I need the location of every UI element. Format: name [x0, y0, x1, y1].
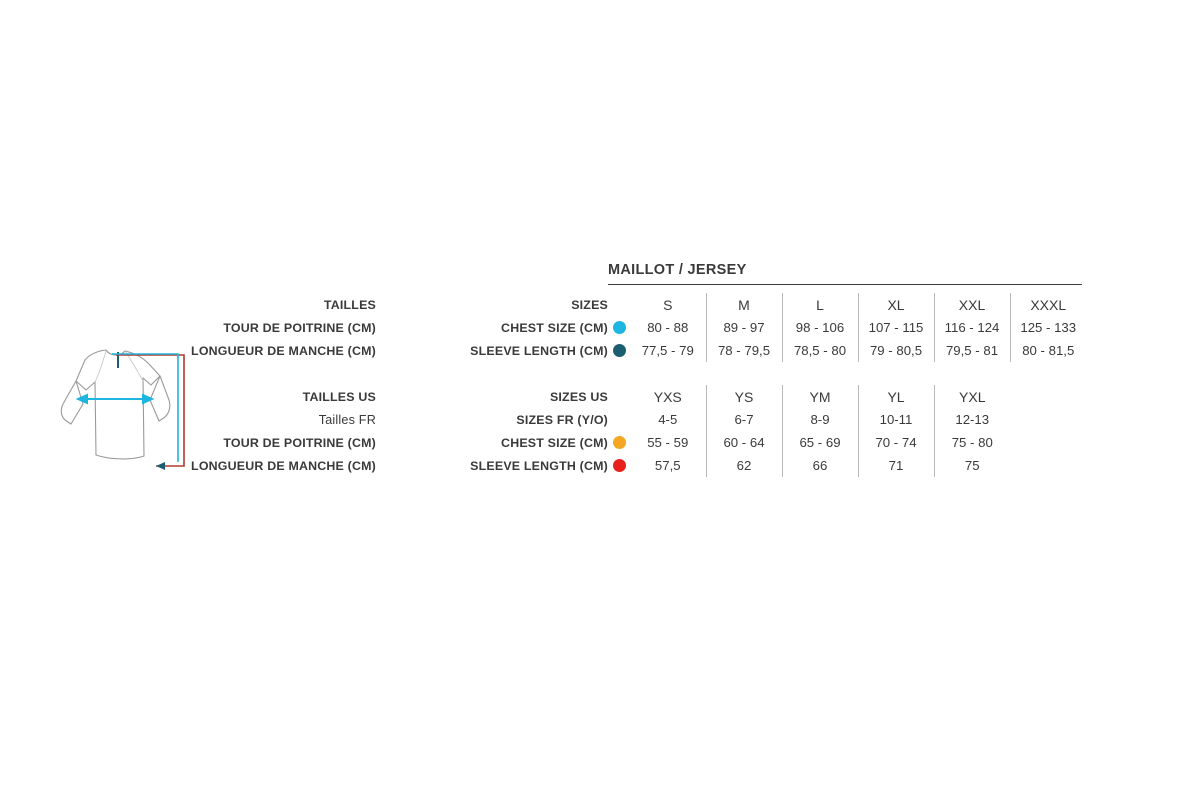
cell-value: 75: [934, 454, 1010, 477]
cell-value: 79 - 80,5: [858, 339, 934, 362]
row-label-fr: LONGUEUR DE MANCHE (CM): [191, 458, 376, 473]
cell-value: L: [782, 293, 858, 316]
row-label-en: SIZES FR (Y/O): [516, 412, 608, 427]
cell-value: 98 - 106: [782, 316, 858, 339]
row-label-en: CHEST SIZE (CM): [501, 435, 608, 450]
cell-value: YXL: [934, 385, 1010, 408]
cell-value: 4-5: [658, 412, 678, 427]
cell-value: 89 - 97: [706, 316, 782, 339]
cell-value: XXL: [934, 293, 1010, 316]
cell-value: XXXL: [1010, 293, 1086, 316]
table-row: [120, 339, 1086, 362]
row-label-en: SLEEVE LENGTH (CM): [470, 343, 608, 358]
legend-dot-cell: [608, 431, 630, 454]
cell-value: 66: [782, 454, 858, 477]
row-label-fr: LONGUEUR DE MANCHE (CM): [191, 343, 376, 358]
cell-value: 78,5 - 80: [782, 339, 858, 362]
cell-value: 71: [858, 454, 934, 477]
cell-value: [1010, 431, 1086, 454]
table-row: [120, 454, 1086, 477]
legend-dot-cell: [608, 385, 630, 408]
cell-value: XL: [858, 293, 934, 316]
cell-value: [1010, 454, 1086, 477]
table-row: [120, 316, 1086, 339]
cell-value: YXS: [653, 388, 682, 405]
cell-value: 60 - 64: [706, 431, 782, 454]
legend-dot-cell: [608, 454, 630, 477]
cell-value: 57,5: [654, 458, 681, 473]
row-label-fr: TAILLES: [323, 297, 376, 312]
table-row: [120, 408, 1086, 431]
cell-value: 70 - 74: [858, 431, 934, 454]
cell-value: 6-7: [706, 408, 782, 431]
cell-value: [1010, 385, 1086, 408]
cell-value: YM: [782, 385, 858, 408]
cell-value: 80 - 81,5: [1010, 339, 1086, 362]
row-label-en: CHEST SIZE (CM): [501, 320, 608, 335]
cell-value: 75 - 80: [934, 431, 1010, 454]
cell-value: 65 - 69: [782, 431, 858, 454]
sleeve-legend-dot-icon: [613, 344, 626, 357]
title-divider: [608, 284, 1082, 285]
cell-value: [1010, 408, 1086, 431]
cell-value: 8-9: [782, 408, 858, 431]
legend-dot-cell: [608, 408, 630, 431]
cell-value: 10-11: [858, 408, 934, 431]
table-row: [120, 385, 1086, 408]
row-label-fr: TOUR DE POITRINE (CM): [223, 435, 376, 450]
legend-dot-cell: [608, 316, 630, 339]
cell-value: 12-13: [934, 408, 1010, 431]
cell-value: 55 - 59: [647, 435, 689, 450]
size-table: [120, 293, 1086, 477]
row-label-fr: Tailles FR: [318, 412, 376, 427]
row-label-fr: TOUR DE POITRINE (CM): [223, 320, 376, 335]
cell-value: 125 - 133: [1010, 316, 1086, 339]
row-label-fr: TAILLES US: [302, 389, 376, 404]
cell-value: M: [706, 293, 782, 316]
legend-dot-cell: [608, 339, 630, 362]
cell-value: 62: [706, 454, 782, 477]
cell-value: 80 - 88: [647, 320, 689, 335]
cell-value: 116 - 124: [934, 316, 1010, 339]
cell-value: YL: [858, 385, 934, 408]
cell-value: 107 - 115: [858, 316, 934, 339]
youth-chest-legend-dot-icon: [613, 436, 626, 449]
cell-value: 79,5 - 81: [934, 339, 1010, 362]
row-label-en: SIZES: [571, 297, 608, 312]
row-label-en: SLEEVE LENGTH (CM): [470, 458, 608, 473]
cell-value: S: [663, 296, 673, 313]
cell-value: 78 - 79,5: [706, 339, 782, 362]
chest-legend-dot-icon: [613, 321, 626, 334]
table-row: [120, 293, 1086, 316]
cell-value: 77,5 - 79: [641, 343, 694, 358]
row-label-en: SIZES US: [549, 389, 608, 404]
cell-value: YS: [706, 385, 782, 408]
table-row: [120, 431, 1086, 454]
chart-title: MAILLOT / JERSEY: [608, 262, 747, 278]
legend-dot-cell: [608, 293, 630, 316]
youth-sleeve-legend-dot-icon: [613, 459, 626, 472]
section-spacer: [120, 362, 1086, 385]
size-chart: [120, 262, 1100, 477]
